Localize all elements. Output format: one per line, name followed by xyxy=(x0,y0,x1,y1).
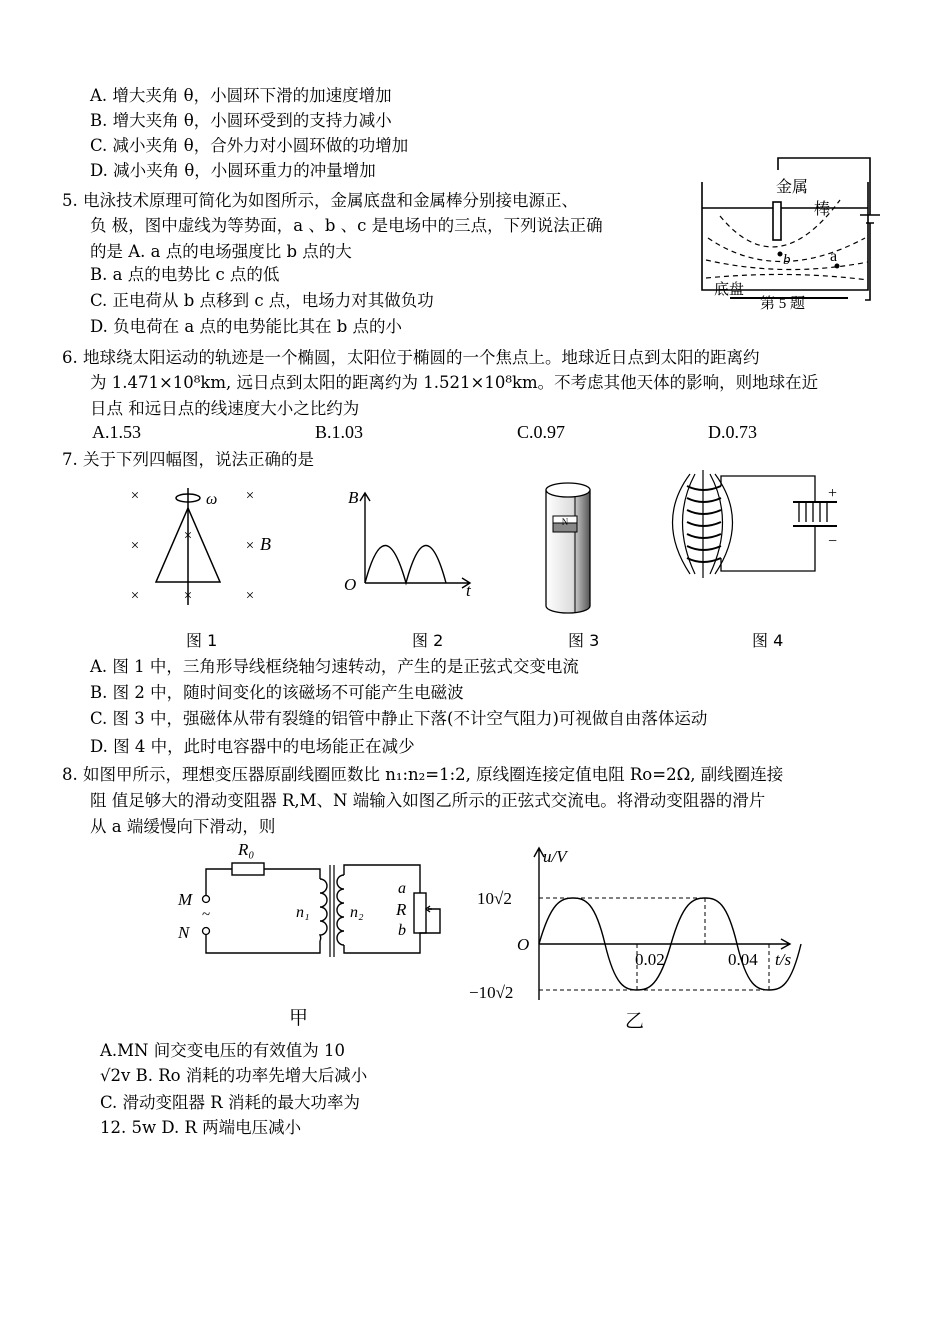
svg-text:×: × xyxy=(245,538,255,554)
q7-figure1 xyxy=(120,480,290,615)
svg-text:×: × xyxy=(183,528,193,544)
q8-stem-line1: 8. 如图甲所示，理想变压器原副线圈匝数比 n₁:n₂=1:2, 原线圈连接定值电阻 Ro=2Ω, 副线圈连接 xyxy=(62,765,784,784)
q5-stem-line2: 负 极，图中虚线为等势面，a 、b 、c 是电场中的三点，下列说法正确 xyxy=(90,216,603,235)
circuit-n2: n₂ xyxy=(350,904,364,921)
fig1-omega: ω xyxy=(206,491,218,508)
fig1-b-label: B xyxy=(260,534,271,554)
fig5-label-rod2: 棒 xyxy=(814,201,831,218)
q5-option-c: C. 正电荷从 b 点移到 c 点，电场力对其做负功 xyxy=(90,291,434,310)
svg-text:×: × xyxy=(130,588,140,604)
fig4-plus: + xyxy=(828,485,838,502)
graph-caption: 乙 xyxy=(625,1010,645,1032)
circuit-tilde: ~ xyxy=(202,907,211,923)
q6-stem-line2: 为 1.471×10⁸km, 远日点到太阳的距离约为 1.521×10⁸km。不考虑其他天体的影响，则地球在近 xyxy=(90,373,819,392)
circuit-n1: n₁ xyxy=(296,904,310,921)
q7-option-c: C. 图 3 中，强磁体从带有裂缝的铝管中静止下落(不计空气阻力)可视做自由落体运动 xyxy=(90,709,708,728)
svg-text:×: × xyxy=(245,488,255,504)
q5-option-d: D. 负电荷在 a 点的电势能比其在 b 点的小 xyxy=(90,317,403,336)
q8-stem-line2: 阻 值足够大的滑动变阻器 R,M、N 端输入如图乙所示的正弦式交流电。将滑动变阻器的滑片 xyxy=(90,791,766,810)
q6-option-d: D.0.73 xyxy=(708,422,757,442)
fig2-x-label: t xyxy=(466,581,471,600)
graph-x-label: t/s xyxy=(775,950,792,969)
circuit-caption: 甲 xyxy=(289,1007,309,1029)
q8-circuit-figure xyxy=(170,835,460,965)
q8-option-c-line2: 12. 5w D. R 两端电压减小 xyxy=(100,1118,302,1137)
q6-stem-line1: 6. 地球绕太阳运动的轨迹是一个椭圆，太阳位于椭圆的一个焦点上。地球近日点到太阳的距离约 xyxy=(62,348,760,367)
q8-voltage-graph xyxy=(455,840,805,1005)
q7-figure3 xyxy=(540,478,600,618)
q4-option-b: B. 增大夹角 θ，小圆环受到的支持力减小 xyxy=(90,111,392,130)
svg-text:×: × xyxy=(245,588,255,604)
circuit-m: M xyxy=(178,890,193,909)
graph-origin: O xyxy=(517,935,530,954)
q8-option-c-line1: C. 滑动变阻器 R 消耗的最大功率为 xyxy=(100,1093,360,1112)
circuit-b: b xyxy=(398,922,406,939)
q8-stem-line3: 从 a 端缓慢向下滑动，则 xyxy=(90,817,276,836)
fig2-origin: O xyxy=(344,575,357,594)
fig2-y-label: B xyxy=(348,488,359,507)
q7-option-a: A. 图 1 中，三角形导线框绕轴匀速转动，产生的是正弦式交变电流 xyxy=(90,657,579,676)
fig2-caption: 图 2 xyxy=(412,631,444,650)
svg-text:×: × xyxy=(130,538,140,554)
circuit-a: a xyxy=(398,880,406,897)
q8-option-a-line2: √2v B. Ro 消耗的功率先增大后减小 xyxy=(100,1066,368,1085)
svg-text:×: × xyxy=(130,488,140,504)
fig5-label-plate: 底盘 xyxy=(714,282,745,298)
graph-y-label: u/V xyxy=(543,847,567,866)
q7-option-d: D. 图 4 中，此时电容器中的电场能正在减少 xyxy=(90,737,415,756)
q4-option-d: D. 减小夹角 θ，小圆环重力的冲量增加 xyxy=(90,161,376,180)
svg-text:×: × xyxy=(183,588,193,604)
fig5-caption: 第 5 题 xyxy=(760,296,806,312)
q8-option-a-line1: A.MN 间交变电压的有效值为 10 xyxy=(100,1041,345,1060)
graph-ymin: −10√2 xyxy=(469,983,514,1002)
q6-option-a: A.1.53 xyxy=(92,422,141,442)
fig4-caption: 图 4 xyxy=(752,631,784,650)
q4-option-c: C. 减小夹角 θ，合外力对小圆环做的功增加 xyxy=(90,136,409,155)
fig5-label-b: b xyxy=(783,252,791,268)
fig3-caption: 图 3 xyxy=(568,631,600,650)
fig3-magnet-n: N xyxy=(561,517,569,527)
q6-option-b: B.1.03 xyxy=(315,422,364,442)
graph-tick-1: 0.02 xyxy=(635,950,665,969)
q6-stem-line3: 日点 和远日点的线速度大小之比约为 xyxy=(90,399,360,418)
circuit-r: R xyxy=(396,900,407,919)
q7-figure4 xyxy=(665,466,855,581)
q6-option-c: C.0.97 xyxy=(517,422,566,442)
fig1-caption: 图 1 xyxy=(186,631,218,650)
circuit-n: N xyxy=(178,923,190,942)
fig5-label-rod: 金属 xyxy=(776,179,809,196)
q7-figure2 xyxy=(340,488,490,598)
graph-ymax: 10√2 xyxy=(477,889,512,908)
circuit-r0: R₀ xyxy=(238,840,255,859)
q5-figure xyxy=(690,160,920,320)
q7-option-b: B. 图 2 中，随时间变化的该磁场不可能产生电磁波 xyxy=(90,683,464,702)
graph-tick-2: 0.04 xyxy=(728,950,758,969)
q5-stem-line3: 的是 A. a 点的电场强度比 b 点的大 xyxy=(90,242,352,261)
fig4-minus: − xyxy=(828,533,838,550)
q4-option-a: A. 增大夹角 θ，小圆环下滑的加速度增加 xyxy=(90,86,392,105)
fig5-label-a: a xyxy=(830,248,838,265)
q5-option-b: B. a 点的电势比 c 点的低 xyxy=(90,265,280,284)
q7-stem: 7. 关于下列四幅图，说法正确的是 xyxy=(62,450,314,469)
q5-stem-line1: 5. 电泳技术原理可简化为如图所示，金属底盘和金属棒分别接电源正、 xyxy=(62,191,578,210)
